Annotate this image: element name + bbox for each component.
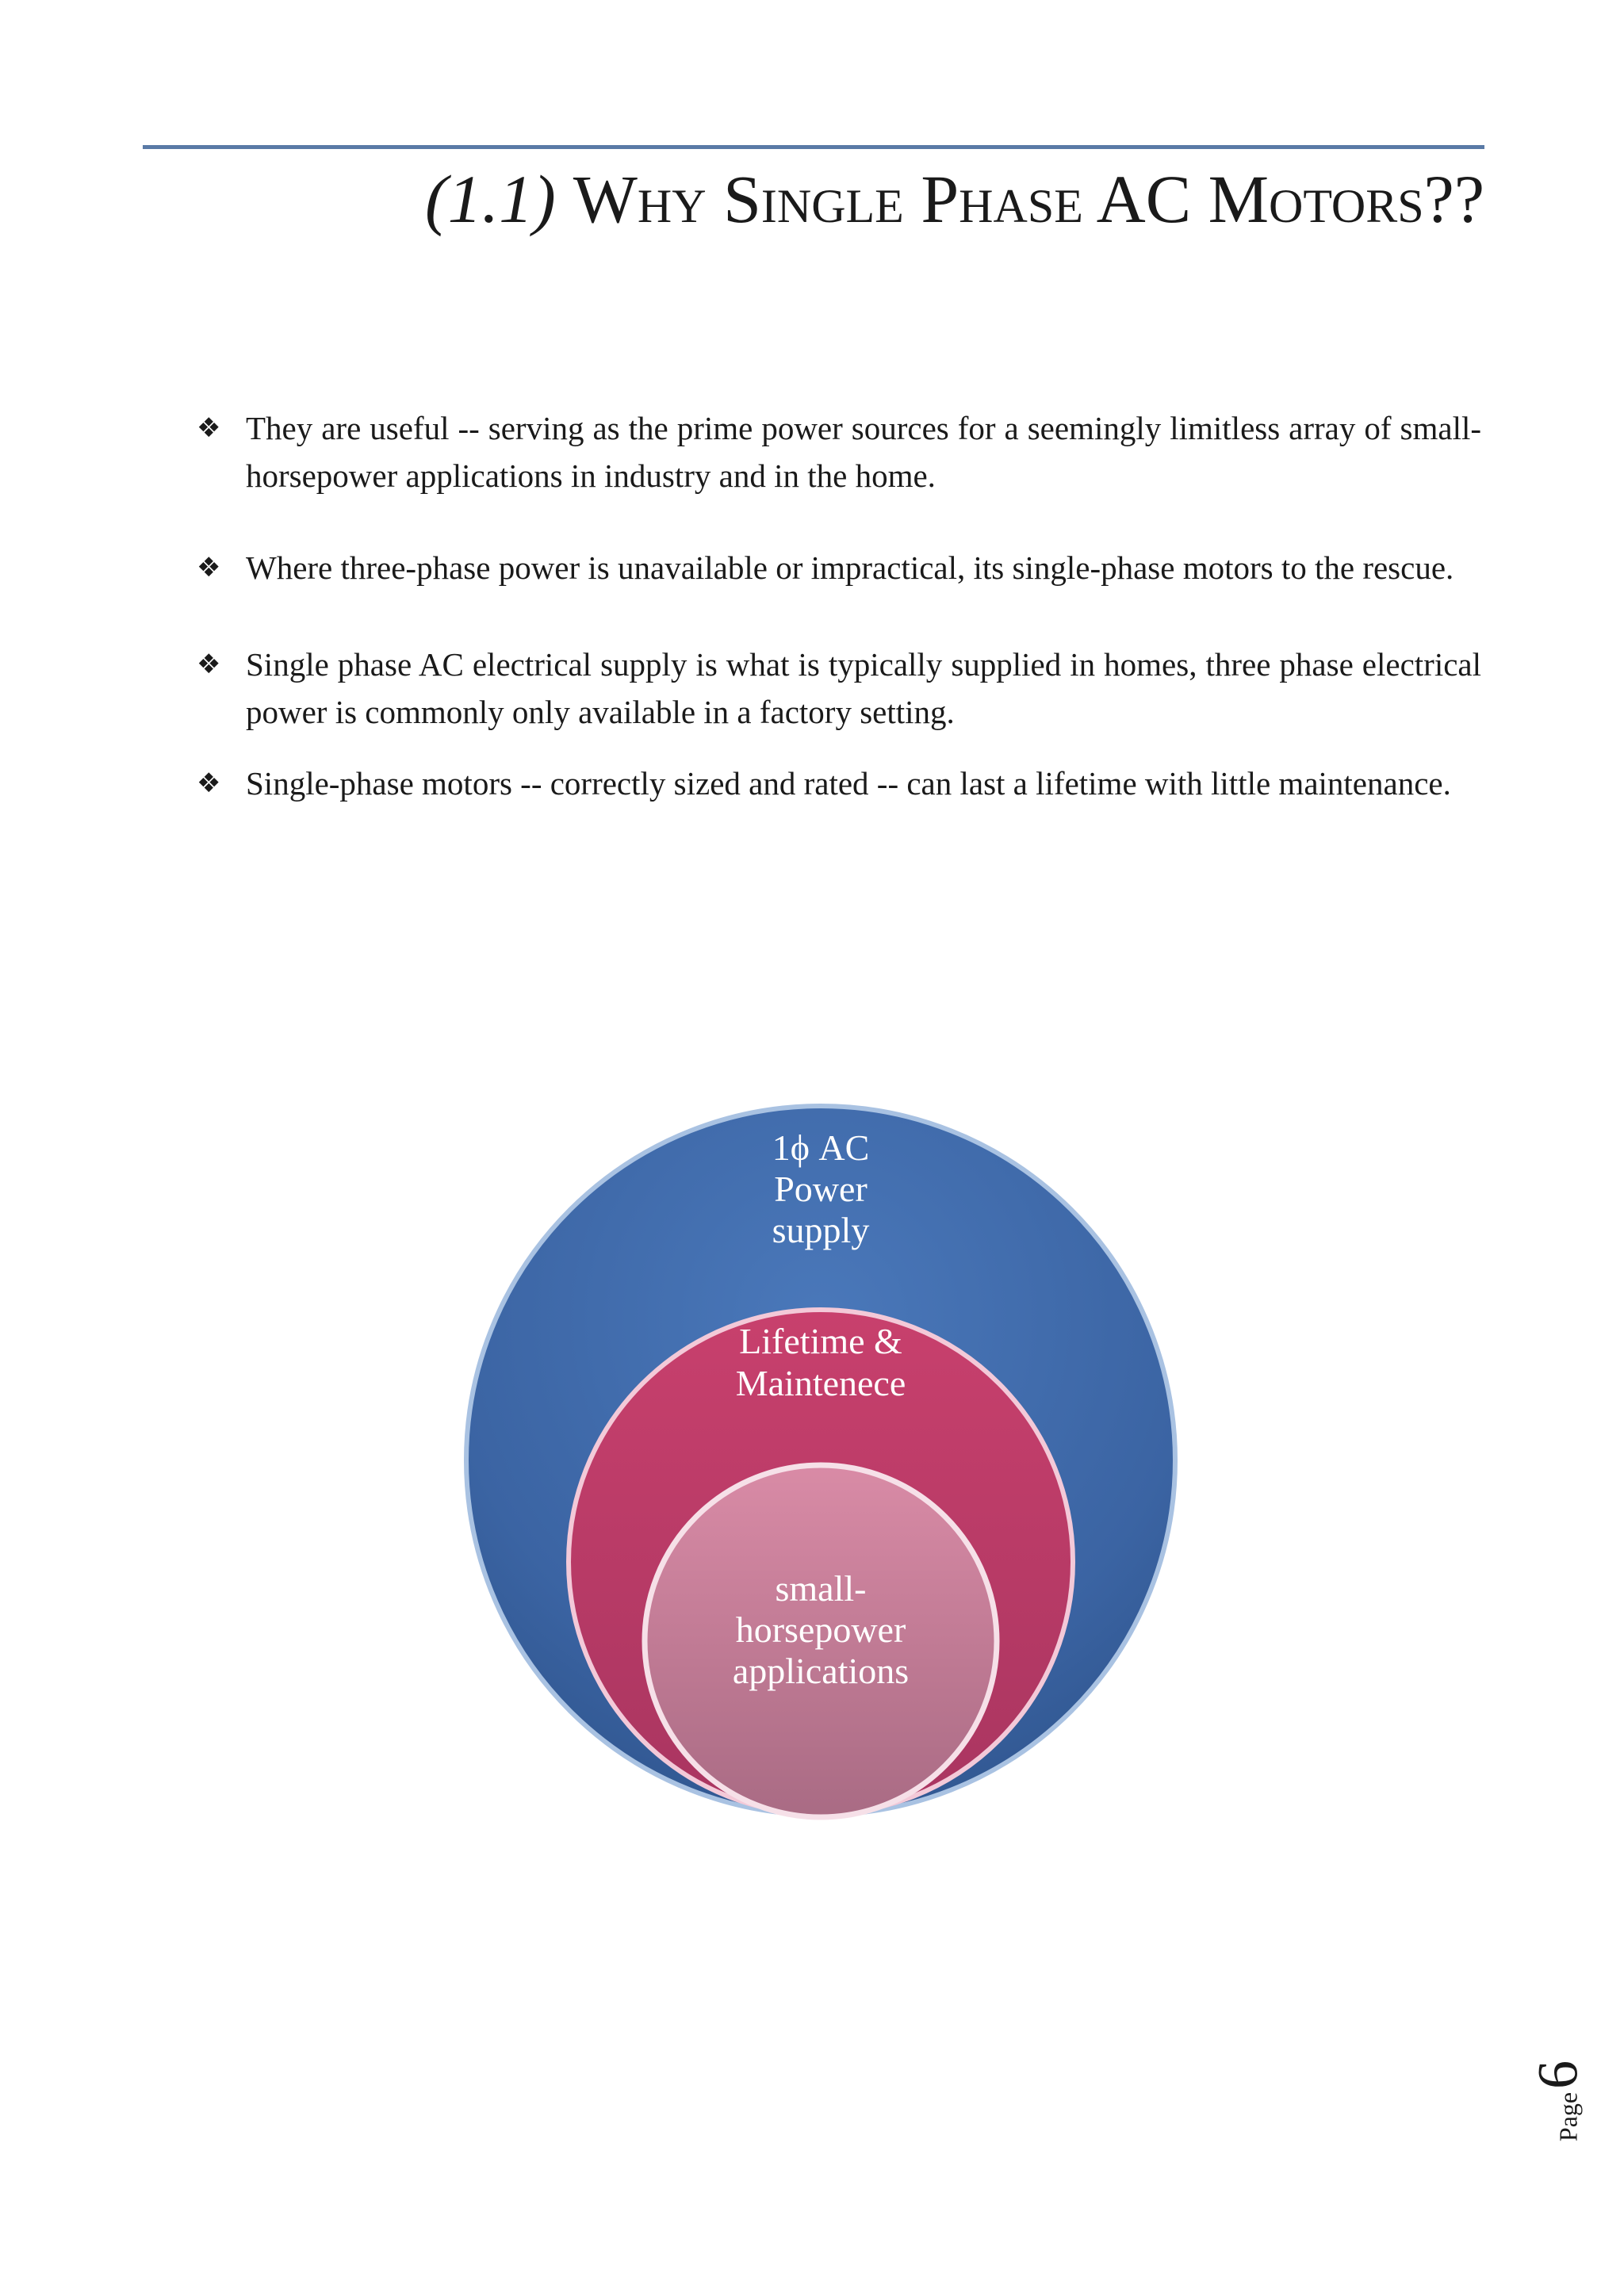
bullet-list [197, 404, 1481, 807]
four-diamond-bullet-icon: ❖ [197, 767, 221, 799]
bullet-item [197, 404, 1481, 499]
bullet-text: Single-phase motors -- correctly sized and rated -- can last a lifetime with little maintenance. [246, 765, 1451, 802]
four-diamond-bullet-icon: ❖ [197, 552, 221, 584]
bullet-text: Single phase AC electrical supply is what is typically supplied in homes, three phase electrical power is commonly only available in a factory setting. [246, 646, 1481, 730]
middle-circle-label-1: Lifetime & [739, 1321, 902, 1361]
bullet-text: They are useful -- serving as the prime power sources for a seemingly limitless array of small-horsepower applications in industry and in the home. [246, 410, 1481, 494]
inner-circle-label-1: small- [775, 1568, 867, 1609]
bullet-item [197, 641, 1481, 736]
page-number [1526, 2053, 1590, 2149]
outer-circle-label-3: supply [772, 1210, 870, 1250]
four-diamond-bullet-icon: ❖ [197, 412, 221, 444]
nested-circles-diagram [460, 1098, 1182, 1827]
page-number-value: 6 [1526, 2060, 1590, 2089]
outer-circle-label-1: 1ϕ AC [772, 1127, 870, 1168]
middle-circle-label-2: Maintenece [735, 1363, 906, 1403]
page-word: Page [1553, 2091, 1583, 2142]
four-diamond-bullet-icon: ❖ [197, 649, 221, 680]
inner-circle-label-2: horsepower [735, 1609, 906, 1650]
header-rule [143, 145, 1484, 149]
bullet-item [197, 544, 1481, 591]
bullet-item [197, 760, 1481, 807]
section-number: (1.1) [424, 161, 556, 237]
outer-circle-label-2: Power [774, 1169, 868, 1209]
bullet-text: Where three-phase power is unavailable or impractical, its single-phase motors to the rescue. [246, 549, 1454, 586]
page-title [425, 155, 1484, 243]
inner-circle-label-3: applications [732, 1651, 910, 1691]
section-title: Why Single Phase AC Motors?? [573, 161, 1484, 237]
